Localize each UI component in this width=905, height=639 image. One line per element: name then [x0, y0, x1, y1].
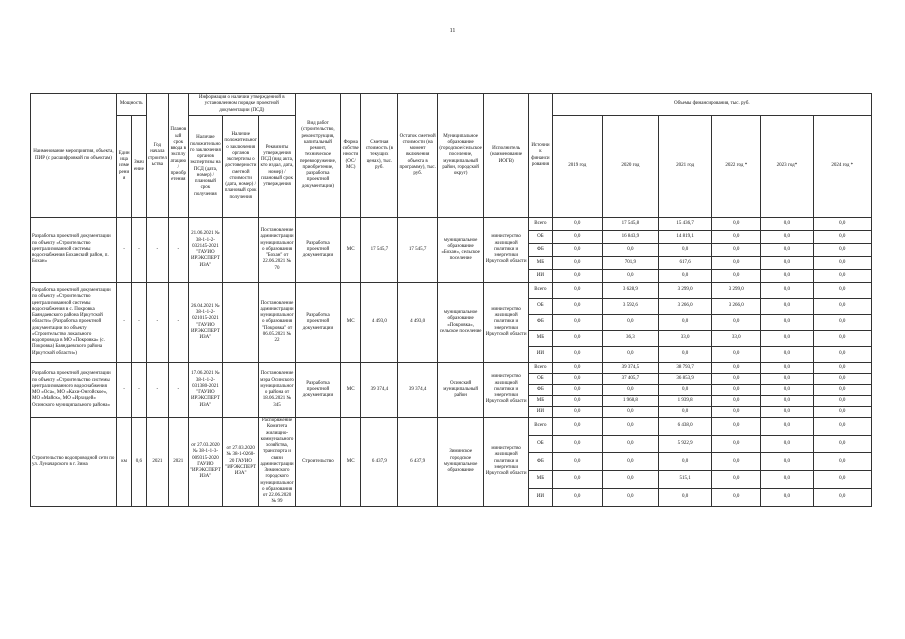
psd-cost-cell	[223, 363, 259, 418]
header-ownership: Форма собственности (ОС/МС)	[340, 94, 360, 218]
funding-value: 617,6	[659, 257, 712, 270]
funding-value: 0,0	[712, 453, 761, 471]
funding-value: 6 438,0	[659, 418, 712, 436]
funding-value: 0,0	[813, 231, 871, 244]
funding-value: 0,0	[712, 244, 761, 257]
psd-positive-cell: 21.06.2021 № 38-1-1-2-032145-2021 "ГАУИО ИРЭКСПЕРТИЗА"	[188, 218, 223, 283]
header-year-4: 2023 год*	[761, 116, 813, 218]
funding-value: 0,0	[552, 315, 602, 331]
funding-value: 39 374,5	[602, 363, 658, 374]
psd-approval-cell: Постановление администрации муниципального образования "Покровка" от 06.05.2021 № 22	[259, 283, 296, 363]
executor-cell: министерство жилищной политики и энергетики Иркутской области	[484, 418, 529, 507]
funding-source: ИИ	[529, 488, 553, 506]
header-psd-info: Информация о наличии утвержденной в установленном порядке проектной документации (ПСД)	[188, 94, 295, 116]
funding-value: 0,0	[602, 270, 658, 283]
value-cell: -	[132, 283, 146, 363]
funding-value: 16 843,9	[602, 231, 658, 244]
project-row	[31, 418, 872, 507]
funding-value: 0,0	[659, 407, 712, 418]
funding-source: Всего	[529, 418, 553, 436]
value-cell: -	[132, 218, 146, 283]
funding-value: 0,0	[552, 435, 602, 453]
funding-value: 0,0	[761, 363, 813, 374]
funding-value: 0,0	[712, 407, 761, 418]
funding-value: 38 793,7	[659, 363, 712, 374]
funding-value: 1 939,8	[659, 396, 712, 407]
header-year-plan: Плановый срок ввода в эксплуатацию/приобретения	[169, 94, 188, 218]
funding-value: 0,0	[761, 347, 813, 363]
funding-value: 0,0	[602, 435, 658, 453]
funding-value: 0,0	[813, 385, 871, 396]
funding-value: 0,0	[813, 488, 871, 506]
header-power: Мощность	[116, 94, 146, 116]
funding-value: 0,0	[552, 218, 602, 231]
funding-source: МБ	[529, 331, 553, 347]
funding-value: 0,0	[813, 374, 871, 385]
funding-value: 0,0	[552, 257, 602, 270]
funding-value: 0,0	[659, 315, 712, 331]
funding-value: 0,0	[813, 453, 871, 471]
remaining-cell: 17 545,7	[398, 218, 438, 283]
funding-value: 0,0	[602, 488, 658, 506]
header-psd-cost: Наличие положительного заключения органов экспертизы о достоверности сметной стоимости (дата, номер) / плановый срок получения	[223, 116, 259, 218]
funding-value: 0,0	[552, 363, 602, 374]
funding-value: 0,0	[712, 270, 761, 283]
header-value: Значение	[132, 116, 146, 218]
funding-value: 0,0	[712, 218, 761, 231]
year-start-cell: -	[146, 363, 169, 418]
funding-source: Всего	[529, 218, 553, 231]
project-row	[31, 283, 872, 363]
header-psd-approval: Реквизиты утверждения ПСД (вид акта, кто издал, дата, номер) / плановый срок утверждения	[259, 116, 296, 218]
remaining-cell: 39 374,4	[398, 363, 438, 418]
funding-value: 15 436,7	[659, 218, 712, 231]
funding-value: 0,0	[813, 218, 871, 231]
funding-value: 0,0	[761, 283, 813, 299]
funding-value: 3 299,0	[659, 283, 712, 299]
funding-value: 0,0	[552, 231, 602, 244]
funding-value: 0,0	[761, 257, 813, 270]
funding-value: 0,0	[712, 488, 761, 506]
work-type-cell: Строительство	[295, 418, 340, 507]
ownership-cell: МС	[340, 418, 360, 507]
work-type-cell: Разработка проектной документации	[295, 283, 340, 363]
header-year-3: 2022 год *	[712, 116, 761, 218]
cost-cell: 17 545,7	[361, 218, 398, 283]
funding-value: 0,0	[813, 331, 871, 347]
funding-value: 0,0	[761, 407, 813, 418]
funding-value: 0,0	[659, 244, 712, 257]
psd-cost-cell: от 27.03.2020 № 38-1-0260-20 ГАУИО "ИРЭКСПЕРТИЗА"	[223, 418, 259, 507]
funding-source: МБ	[529, 396, 553, 407]
psd-positive-cell: 17.06.2021 № 38-1-1-2-031380-2021 "ГАУИО ИРЭКСПЕРТИЗА"	[188, 363, 223, 418]
funding-source: ОБ	[529, 435, 553, 453]
funding-value: 0,0	[552, 407, 602, 418]
funding-source: ОБ	[529, 299, 553, 315]
funding-value: 0,0	[712, 435, 761, 453]
funding-value: 0,0	[761, 218, 813, 231]
year-start-cell: -	[146, 283, 169, 363]
year-plan-cell: -	[169, 218, 188, 283]
funding-value: 0,0	[659, 453, 712, 471]
header-municipality: Муниципальное образование (городское/сельское поселение, муниципальный район, городской округ)	[438, 94, 484, 218]
funding-value: 0,0	[552, 299, 602, 315]
funding-value: 0,0	[659, 270, 712, 283]
funding-source: ФБ	[529, 244, 553, 257]
funding-value: 0,0	[602, 244, 658, 257]
funding-value: 0,0	[761, 315, 813, 331]
funding-value: 0,0	[552, 331, 602, 347]
funding-value: 0,0	[602, 453, 658, 471]
funding-value: 0,0	[659, 488, 712, 506]
remaining-cell: 4 493,0	[398, 283, 438, 363]
funding-value: 515,1	[659, 471, 712, 489]
psd-cost-cell	[223, 218, 259, 283]
remaining-cell: 6 437,9	[398, 418, 438, 507]
project-name: Разработка проектной документации по объекту «Строительство централизованной системы водоснабжения в с. Покровка Баяндаевского района Иркутской области» (Разработка проектной документации по объекту «Строительство локального водопровода в МО «Покровка» (с. Покровка) Баяндаевского района Иркутской области»)	[31, 283, 117, 363]
funding-value: 3 266,0	[712, 299, 761, 315]
funding-value: 0,0	[761, 374, 813, 385]
funding-row	[31, 218, 872, 231]
cost-cell: 6 437,9	[361, 418, 398, 507]
funding-source: Всего	[529, 283, 553, 299]
funding-value: 0,0	[813, 418, 871, 436]
funding-value: 0,0	[761, 453, 813, 471]
funding-value: 0,0	[712, 257, 761, 270]
funding-value: 0,0	[659, 347, 712, 363]
funding-value: 0,0	[761, 471, 813, 489]
funding-value: 0,0	[602, 471, 658, 489]
funding-source: ФБ	[529, 453, 553, 471]
funding-value: 0,0	[552, 396, 602, 407]
project-name: Строительство водопроводной сети по ул. Луначарского в г. Зима	[31, 418, 117, 507]
funding-value: 0,0	[552, 347, 602, 363]
psd-approval-cell: Постановление мэра Осинского муниципального района от 18.06.2021 № 345	[259, 363, 296, 418]
funding-value: 0,0	[552, 270, 602, 283]
funding-value: 0,0	[712, 374, 761, 385]
funding-value: 0,0	[761, 396, 813, 407]
funding-value: 0,0	[552, 374, 602, 385]
unit-cell: -	[116, 283, 131, 363]
ownership-cell: МС	[340, 363, 360, 418]
header-executor: Исполнитель (наименование ИОГВ)	[484, 94, 529, 218]
funding-value: 17 545,8	[602, 218, 658, 231]
header-psd-positive: Наличие положительного заключения органов экспертизы на ПСД (дата, номер) / плановый срок получения	[188, 116, 223, 218]
funding-source: ИИ	[529, 347, 553, 363]
funding-value: 33,0	[659, 331, 712, 347]
funding-value: 37 405,7	[602, 374, 658, 385]
municipality-cell: муниципальное образование «Бохан», сельское поселение	[438, 218, 484, 283]
unit-cell: -	[116, 363, 131, 418]
funding-value: 36 853,9	[659, 374, 712, 385]
funding-value: 0,0	[712, 347, 761, 363]
header-year-0: 2019 год	[552, 116, 602, 218]
funding-value: 0,0	[813, 435, 871, 453]
funding-value: 0,0	[552, 453, 602, 471]
funding-value: 0,0	[602, 407, 658, 418]
psd-positive-cell: от 27.03.2020 № 38-1-1-3-009315-2020 ГАУИО "ИРЭКСПЕРТИЗА"	[188, 418, 223, 507]
funding-source: ФБ	[529, 315, 553, 331]
funding-value: 3 299,0	[712, 283, 761, 299]
psd-cost-cell	[223, 283, 259, 363]
funding-value: 0,0	[761, 244, 813, 257]
work-type-cell: Разработка проектной документации	[295, 218, 340, 283]
funding-value: 0,0	[552, 488, 602, 506]
municipality-cell: муниципальное образование «Покровка», сельское поселение	[438, 283, 484, 363]
page-number: 11	[449, 28, 456, 34]
psd-approval-cell: Распоряжение Комитета жилищно-коммунального хозяйства, транспорта и связи администрации Зиминского городского муниципального образования от 22.06.2020 № 99	[260, 418, 294, 505]
funding-value: 0,0	[813, 396, 871, 407]
ownership-cell: МС	[340, 218, 360, 283]
funding-value: 0,0	[761, 299, 813, 315]
funding-value: 0,0	[813, 347, 871, 363]
header-cost: Сметная стоимость (в текущих ценах), тыс. руб.	[361, 94, 398, 218]
funding-value: 0,0	[552, 418, 602, 436]
funding-value: 0,0	[813, 363, 871, 374]
psd-approval-cell: Постановление администрации муниципального образования "Бохан" от 22.06.2021 № 70	[259, 218, 296, 283]
unit-cell: км	[116, 418, 131, 507]
funding-value: 0,0	[552, 244, 602, 257]
funding-value: 0,0	[602, 315, 658, 331]
year-plan-cell: -	[169, 363, 188, 418]
funding-value: 0,0	[712, 315, 761, 331]
psd-positive-cell: 26.04.2021 № 38-1-1-2-021015-2021 "ГАУИО ИРЭКСПЕРТИЗА"	[188, 283, 223, 363]
funding-value: 0,0	[761, 488, 813, 506]
funding-value: 0,0	[659, 385, 712, 396]
investment-table	[30, 93, 872, 507]
project-row	[31, 218, 872, 283]
funding-value: 0,0	[712, 396, 761, 407]
funding-source: Всего	[529, 363, 553, 374]
funding-source: ИИ	[529, 407, 553, 418]
executor-cell: министерство жилищной политики и энергетики Иркутской области	[484, 363, 529, 418]
work-type-cell: Разработка проектной документации	[295, 363, 340, 418]
funding-value: 0,0	[813, 283, 871, 299]
ownership-cell: МС	[340, 283, 360, 363]
year-start-cell: 2021	[146, 418, 169, 507]
project-name: Разработка проектной документации по объекту «Строительство централизованной системы водоснабжения Боханский район, п. Бохан»	[31, 218, 117, 283]
cost-cell: 4 493,0	[361, 283, 398, 363]
year-start-cell: -	[146, 218, 169, 283]
funding-value: 0,0	[761, 418, 813, 436]
funding-value: 701,9	[602, 257, 658, 270]
funding-value: 0,0	[813, 270, 871, 283]
value-cell: -	[132, 363, 146, 418]
funding-value: 0,0	[552, 471, 602, 489]
funding-value: 0,0	[552, 385, 602, 396]
funding-value: 0,0	[712, 363, 761, 374]
header-work-type: Вид работ (строительство, реконструкция, капитальный ремонт, техническое перевооружение, приобретение, разработка проектной документации)	[295, 94, 340, 218]
unit-cell: -	[116, 218, 131, 283]
funding-row	[31, 418, 872, 436]
funding-source: МБ	[529, 471, 553, 489]
municipality-cell: Зиминское городское муниципальное образование	[438, 418, 484, 507]
project-name: Разработка проектной документации по объекту «Строительство системы централизованного водоснабжения МО «Оса», МО «Кахи-Онгойское», МО «Майск», МО «Ирхидей» Осинского муниципального района»	[31, 363, 117, 418]
funding-value: 0,0	[813, 244, 871, 257]
header-name: Наименование мероприятия, объекта, ПИР (с расшифровкой по объектам)	[31, 94, 117, 218]
project-row	[31, 363, 872, 418]
funding-row	[31, 283, 872, 299]
funding-value: 0,0	[813, 471, 871, 489]
funding-value: 0,0	[761, 385, 813, 396]
funding-value: 36,3	[602, 331, 658, 347]
header-year-1: 2020 год	[602, 116, 658, 218]
funding-value: 14 819,1	[659, 231, 712, 244]
header-funding: Объемы финансирования, тыс. руб.	[552, 94, 871, 116]
value-cell: 0,6	[132, 418, 146, 507]
funding-value: 5 922,9	[659, 435, 712, 453]
funding-value: 33,0	[712, 331, 761, 347]
funding-value: 3 628,9	[602, 283, 658, 299]
cost-cell: 39 374,4	[361, 363, 398, 418]
executor-cell: министерство жилищной политики и энергетики Иркутской области	[484, 218, 529, 283]
funding-source: ОБ	[529, 231, 553, 244]
funding-source: ИИ	[529, 270, 553, 283]
executor-cell: министерство жилищной политики и энергетики Иркутской области	[484, 283, 529, 363]
funding-value: 0,0	[761, 435, 813, 453]
funding-value: 0,0	[712, 385, 761, 396]
funding-value: 0,0	[602, 347, 658, 363]
funding-value: 0,0	[602, 385, 658, 396]
header-remaining: Остаток сметной стоимости (на момент включения объекта в программу), тыс. руб.	[398, 94, 438, 218]
funding-source: ФБ	[529, 385, 553, 396]
funding-value: 0,0	[761, 331, 813, 347]
funding-row	[31, 363, 872, 374]
year-plan-cell: 2021	[169, 418, 188, 507]
funding-value: 0,0	[712, 471, 761, 489]
funding-value: 0,0	[813, 407, 871, 418]
funding-value: 0,0	[761, 231, 813, 244]
funding-value: 3 592,6	[602, 299, 658, 315]
funding-source: ОБ	[529, 374, 553, 385]
funding-value: 0,0	[813, 257, 871, 270]
funding-value: 0,0	[602, 418, 658, 436]
funding-source: МБ	[529, 257, 553, 270]
funding-value: 0,0	[552, 283, 602, 299]
header-year-2: 2021 год	[659, 116, 712, 218]
header-unit: Единица измерения	[116, 116, 131, 218]
funding-value: 0,0	[813, 315, 871, 331]
funding-value: 0,0	[761, 270, 813, 283]
municipality-cell: Осинский муниципальный район	[438, 363, 484, 418]
header-source: Источник финансирования	[529, 94, 553, 218]
funding-value: 1 968,8	[602, 396, 658, 407]
funding-value: 0,0	[813, 299, 871, 315]
header-year-5: 2024 год *	[813, 116, 871, 218]
header-year-start: Год начала строительства	[146, 94, 169, 218]
funding-value: 3 266,0	[659, 299, 712, 315]
year-plan-cell: -	[169, 283, 188, 363]
funding-value: 0,0	[712, 231, 761, 244]
funding-value: 0,0	[712, 418, 761, 436]
